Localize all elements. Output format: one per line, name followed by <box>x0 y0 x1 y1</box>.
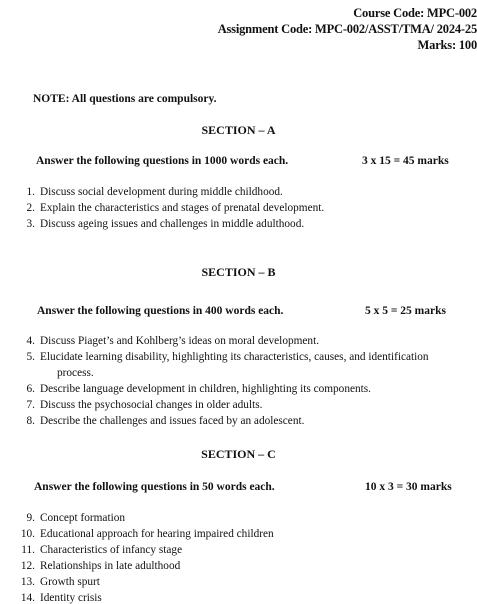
section-a-marks: 3 x 15 = 45 marks <box>362 155 449 167</box>
question-text: Discuss Piaget’s and Kohlberg’s ideas on moral development. <box>40 335 320 347</box>
question-text: Elucidate learning disability, highlighting its characteristics, causes, and identification <box>40 351 429 363</box>
question-number: 1. <box>26 186 35 198</box>
question-1 <box>17 186 283 198</box>
section-a-title: SECTION – A <box>201 123 276 137</box>
question-text: Describe language development in children, highlighting its components. <box>40 383 371 395</box>
question-number: 6. <box>26 383 35 395</box>
question-number: 11. <box>21 544 35 556</box>
question-8 <box>17 415 304 427</box>
section-a-instruction: Answer the following questions in 1000 words each. <box>36 155 289 167</box>
question-text: Discuss ageing issues and challenges in middle adulthood. <box>40 218 305 230</box>
question-number: 8. <box>26 415 35 427</box>
question-text: Relationships in late adulthood <box>40 560 181 572</box>
question-number: 3. <box>26 218 35 230</box>
total-marks: Marks: 100 <box>417 38 477 52</box>
question-4 <box>17 335 319 347</box>
question-3 <box>17 218 304 230</box>
question-text: Discuss social development during middle childhood. <box>40 186 283 198</box>
section-b-marks: 5 x 5 = 25 marks <box>365 305 446 317</box>
section-b-title: SECTION – B <box>201 265 276 279</box>
question-9 <box>17 512 125 524</box>
section-c-title: SECTION – C <box>201 447 276 461</box>
question-text: Discuss the psychosocial changes in older adults. <box>40 399 263 411</box>
question-number: 7. <box>26 399 35 411</box>
question-13 <box>17 576 100 588</box>
question-2 <box>17 202 324 214</box>
question-5-continuation: process. <box>57 367 94 379</box>
question-text: Describe the challenges and issues faced by an adolescent. <box>40 415 305 427</box>
question-text: Growth spurt <box>40 576 100 588</box>
section-c-marks: 10 x 3 = 30 marks <box>365 481 452 493</box>
question-number: 5. <box>26 351 35 363</box>
question-11 <box>17 544 182 556</box>
question-6 <box>17 383 371 395</box>
question-number: 14. <box>20 592 35 604</box>
question-14 <box>17 592 102 604</box>
question-number: 4. <box>26 335 35 347</box>
course-code: Course Code: MPC-002 <box>353 6 477 20</box>
question-text: Explain the characteristics and stages of prenatal development. <box>40 202 325 214</box>
question-text: Identity crisis <box>40 592 102 604</box>
question-number: 13. <box>20 576 35 588</box>
note: NOTE: All questions are compulsory. <box>33 93 217 105</box>
question-12 <box>17 560 180 572</box>
section-b-instruction: Answer the following questions in 400 words each. <box>37 305 284 317</box>
question-number: 2. <box>26 202 35 214</box>
question-text: Educational approach for hearing impaired children <box>40 528 274 540</box>
question-number: 9. <box>26 512 35 524</box>
question-number: 12. <box>20 560 35 572</box>
question-text: Characteristics of infancy stage <box>40 544 183 556</box>
assignment-code: Assignment Code: MPC-002/ASST/TMA/ 2024-25 <box>217 22 477 36</box>
question-text: Concept formation <box>40 512 126 524</box>
question-5 <box>17 351 429 363</box>
question-10 <box>17 528 274 540</box>
section-c-instruction: Answer the following questions in 50 words each. <box>34 481 275 493</box>
question-7 <box>17 399 262 411</box>
question-number: 10. <box>20 528 35 540</box>
